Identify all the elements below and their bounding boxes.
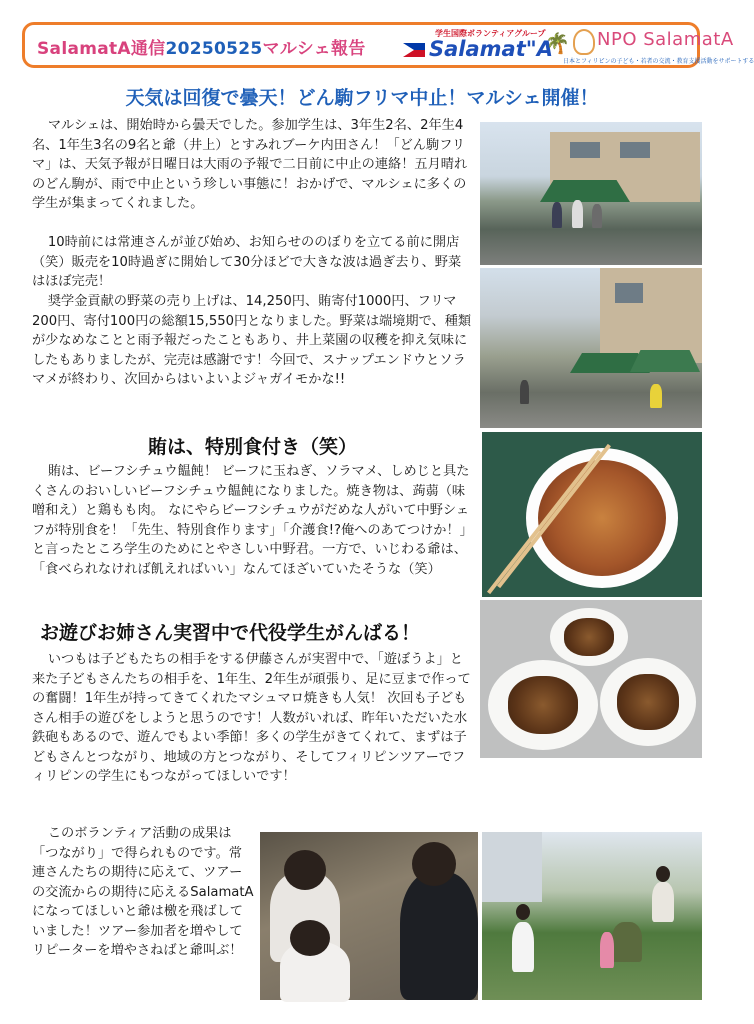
paragraph-children: いつもは子どもたちの相手をする伊藤さんが実習中で、「遊ぼうよ」と来た子どもさんたちの相手を、1年生、2年生が頑張り、足に豆まで作っての奮闘！1年生が持ってきてくれたマシュマロ焼きも人気！ 次回も子どもさん相手の遊びをしようと思うのです！人数がいれば、昨年いただいた水鉄砲もあるので、遊んでもよい季節！多くの学生がきてくれて、まずは子どもさんとつながり、地域の方とつながり、そしてフィリピンツアーでフィリピンの学生にもつながってほしいです！ bbox=[32, 652, 471, 784]
photo-market-stall bbox=[480, 122, 702, 265]
npo-tagline: 日本とフィリピンの子ども・若者の交流・教育支援活動をサポートする bbox=[563, 58, 754, 65]
paragraph-sales: 奨学金貢献の野菜の売り上げは、14,250円、賄寄付1000円、フリマ200円、寄付100円の総額15,550円となりました。野菜は端境期で、種類が少なめなことと雨予報だったこともあり、井上菜園の収穫を抑え気味にしたもありましたが、完売は感謝です！今回で、スナップエンドウとソラマメが終わり、次回からはいよいよジャガイモかな!! bbox=[32, 294, 472, 387]
palm-tree-icon: 🌴 bbox=[545, 31, 570, 55]
npo-logo-icon bbox=[573, 29, 595, 55]
photo-playground bbox=[482, 832, 702, 1000]
section-title-meal: 賄は、特別食付き（笑） bbox=[148, 436, 358, 458]
newsletter-title bbox=[37, 34, 366, 59]
philippine-flag-icon bbox=[403, 43, 425, 57]
paragraph-meal: 賄は、ビーフシチュウ饂飩！ ビーフに玉ねぎ、ソラマメ、しめじと具たくさんのおいしいビーフシチュウ饂飩になりました。焼き物は、蒟蒻（味噌和え）と鶏もも肉。 なにやらビーフシチュウがだめな人がいて中野シェフが特別食を！「先生、特別食作ります」「介護食!?俺へのあてつけか！」と言ったところ学生のためにとやさしい中野君。一方で、いじわる爺は、「食べられなければ飢えればいい」なんてほざいていたそうな（笑） bbox=[32, 464, 470, 577]
paragraph-conclusion: このボランティア活動の成果は「つながり」で得られものです。常連さんたちの期待に応えて、ツアーの交流からの期待に応えるSalamatAになってほしいと爺は檄を飛ばしていました！ツアー参加者を増やしてリピーターを増やさねばと爺叫ぶ！ bbox=[32, 826, 254, 958]
section-title-children: お遊びお姉さん実習中で代役学生がんばる！ bbox=[40, 622, 421, 644]
title-prefix: SalamatA通信 bbox=[37, 39, 166, 59]
photo-beef-stew-udon bbox=[482, 432, 702, 597]
brand-subtitle: 学生国際ボランティアグループ bbox=[435, 29, 546, 38]
photo-market-street bbox=[480, 268, 702, 428]
photo-marshmallow-grill bbox=[260, 832, 478, 1000]
paragraph-opening: 10時前には常連さんが並び始め、お知らせののぼりを立てる前に開店（笑）販売を10時過ぎに開始して30分ほどで大きな波は過ぎ去り、野菜はほぼ完売！ bbox=[32, 235, 462, 289]
photo-grilled-dishes bbox=[480, 600, 702, 758]
title-date: 20250525 bbox=[165, 39, 263, 59]
brand-logo-text: Salamat"A bbox=[429, 37, 553, 61]
npo-name: NPO SalamatA bbox=[597, 29, 734, 50]
newsletter-header bbox=[22, 22, 754, 68]
main-headline: 天気は回復で曇天！どん駒フリマ中止！マルシェ開催！ bbox=[125, 87, 599, 109]
title-suffix: マルシェ報告 bbox=[262, 39, 366, 59]
paragraph-market-summary: マルシェは、開始時から曇天でした。参加学生は、3年生2名、2年生4名、1年生3名の9名と爺（井上）とすみれブーケ内田さん！「どん駒フリマ」は、天気予報が日曜日は大雨の予報で二日前に中止の連絡！五月晴れのどん駒が、雨で中止という珍しい事態に！おかげで、マルシェに多くの学生が集まってくれました。 bbox=[32, 118, 468, 211]
